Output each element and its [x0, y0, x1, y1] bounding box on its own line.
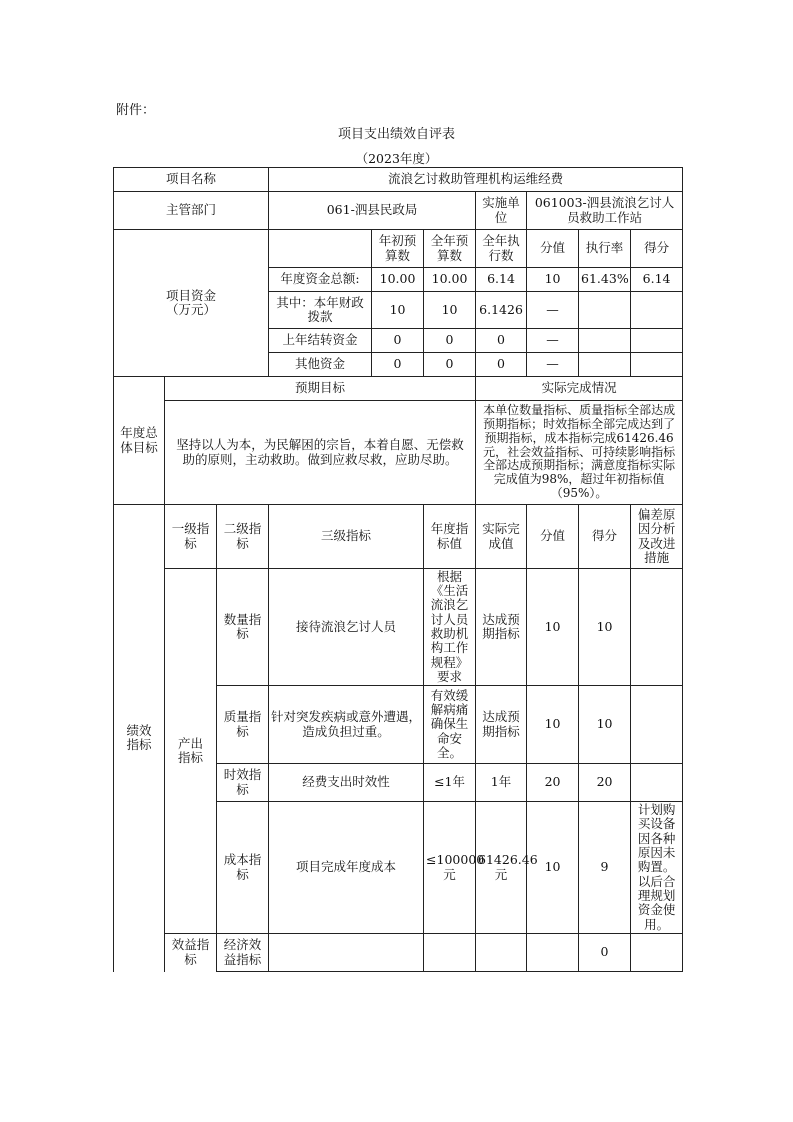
funds-label-text: 项目资金（万元） — [166, 287, 217, 317]
actual-cell: 1年 — [476, 764, 527, 802]
level1-header: 一级指标 — [165, 505, 217, 569]
funds-cell: 6.14 — [476, 268, 527, 292]
funds-cell — [631, 329, 683, 353]
indicator-row — [114, 569, 683, 686]
score-header: 得分 — [579, 505, 631, 569]
score-value-header: 分值 — [527, 505, 579, 569]
funds-cell — [579, 353, 631, 377]
funds-cell: 10.00 — [424, 268, 476, 292]
funds-header-cell: 全年执行数 — [476, 230, 527, 268]
target-cell: 有效缓解病痛确保生命安全。 — [424, 686, 476, 764]
funds-cell: 10 — [527, 268, 579, 292]
deviation-cell: 计划购买设备因各种原因未购置。以后合理规划资金使用。 — [631, 802, 683, 934]
indicator-row — [114, 934, 683, 972]
level3-cell: 针对突发疾病或意外遭遇，造成负担过重。 — [269, 686, 424, 764]
funds-header-cell: 执行率 — [579, 230, 631, 268]
funds-header-cell: 年初预算数 — [372, 230, 424, 268]
score-value-cell — [527, 934, 579, 972]
indicators-header-row — [114, 505, 683, 569]
target-cell: ≤100000元 — [424, 802, 476, 934]
attachment-label: 附件： — [116, 103, 156, 118]
output-indicator-text: 产出指标 — [177, 735, 203, 765]
funds-cell: 0 — [476, 329, 527, 353]
expected-goal-text: 坚持以人为本，为民解困的宗旨，本着自愿、无偿救助的原则，主动救助。做到应救尽救，应助尽助。 — [165, 401, 476, 505]
score-value-cell: 10 — [527, 802, 579, 934]
funds-row-label: 年度资金总额: — [269, 268, 372, 292]
funds-cell — [631, 292, 683, 329]
project-name-value: 流浪乞讨救助管理机构运维经费 — [269, 168, 683, 192]
expected-goal-header: 预期目标 — [165, 377, 476, 401]
level2-cell: 数量指标 — [217, 569, 269, 686]
funds-cell: 6.14 — [631, 268, 683, 292]
page-title: 项目支出绩效自评表 — [337, 127, 455, 142]
funds-cell: 0 — [476, 353, 527, 377]
level3-cell — [269, 934, 424, 972]
funds-cell: — — [527, 353, 579, 377]
actual-cell: 达成预期指标 — [476, 569, 527, 686]
goals-header-row — [114, 377, 683, 401]
score-cell: 20 — [579, 764, 631, 802]
level2-header: 二级指标 — [217, 505, 269, 569]
funds-row-label: 其他资金 — [269, 353, 372, 377]
target-header: 年度指标值 — [424, 505, 476, 569]
target-cell: 根据《生活流浪乞讨人员救助机构工作规程》要求 — [424, 569, 476, 686]
actual-cell: 61426.46元 — [476, 802, 527, 934]
funds-row-label: 上年结转资金 — [269, 329, 372, 353]
implementing-unit-value: 061003-泗县流浪乞讨人员救助工作站 — [527, 192, 683, 230]
funds-cell: 10 — [372, 292, 424, 329]
deviation-header: 偏差原因分析及改进措施 — [631, 505, 683, 569]
funds-cell: 0 — [372, 353, 424, 377]
level3-cell: 经费支出时效性 — [269, 764, 424, 802]
funds-cell: — — [527, 329, 579, 353]
funds-cell: 10 — [424, 292, 476, 329]
actual-result-text: 本单位数量指标、质量指标全部达成预期指标；时效指标全部完成达到了预期指标，成本指标完成61426.46元，社会效益指标、可持续影响指标全部达成预期指标；满意度指标实际完成值为98%，超过年初指标值（95%）。 — [476, 401, 683, 505]
funds-row-label: 其中：本年财政拨款 — [269, 292, 372, 329]
funds-cell: 0 — [372, 329, 424, 353]
deviation-cell — [631, 764, 683, 802]
score-cell: 9 — [579, 802, 631, 934]
funds-header-row — [114, 230, 683, 268]
implementing-unit-label: 实施单位 — [476, 192, 527, 230]
score-cell: 0 — [579, 934, 631, 972]
actual-cell — [476, 934, 527, 972]
score-value-cell: 20 — [527, 764, 579, 802]
goals-content-row — [114, 401, 683, 505]
level2-cell: 质量指标 — [217, 686, 269, 764]
funds-header-blank — [269, 230, 372, 268]
funds-cell: 6.1426 — [476, 292, 527, 329]
actual-result-header: 实际完成情况 — [476, 377, 683, 401]
evaluation-table — [113, 167, 683, 972]
indicators-label — [114, 505, 165, 972]
level2-cell: 经济效益指标 — [217, 934, 269, 972]
output-indicator-label — [165, 569, 217, 934]
report-year: （2023年度） — [355, 151, 438, 166]
goals-label — [114, 377, 165, 505]
level2-cell: 成本指标 — [217, 802, 269, 934]
score-cell: 10 — [579, 686, 631, 764]
funds-label — [114, 230, 269, 377]
funds-header-cell: 全年预算数 — [424, 230, 476, 268]
funds-cell: 0 — [424, 353, 476, 377]
target-cell: ≤1年 — [424, 764, 476, 802]
funds-cell: 61.43% — [579, 268, 631, 292]
funds-cell — [631, 353, 683, 377]
actual-cell: 达成预期指标 — [476, 686, 527, 764]
level3-cell: 接待流浪乞讨人员 — [269, 569, 424, 686]
level2-cell: 时效指标 — [217, 764, 269, 802]
level3-cell: 项目完成年度成本 — [269, 802, 424, 934]
score-cell: 10 — [579, 569, 631, 686]
deviation-cell — [631, 934, 683, 972]
department-row — [114, 192, 683, 230]
indicators-label-text: 绩效指标 — [126, 722, 152, 753]
department-label: 主管部门 — [114, 192, 269, 230]
score-value-cell: 10 — [527, 686, 579, 764]
benefit-indicator-label: 效益指标 — [165, 934, 217, 972]
deviation-cell — [631, 686, 683, 764]
actual-header: 实际完成值 — [476, 505, 527, 569]
funds-cell: — — [527, 292, 579, 329]
project-name-row — [114, 168, 683, 192]
funds-cell: 0 — [424, 329, 476, 353]
target-cell — [424, 934, 476, 972]
score-value-cell: 10 — [527, 569, 579, 686]
department-value: 061-泗县民政局 — [269, 192, 476, 230]
funds-cell: 10.00 — [372, 268, 424, 292]
funds-cell — [579, 329, 631, 353]
funds-cell — [579, 292, 631, 329]
level3-header: 三级指标 — [269, 505, 424, 569]
deviation-cell — [631, 569, 683, 686]
goals-label-text: 年度总体目标 — [120, 425, 158, 455]
funds-header-cell: 得分 — [631, 230, 683, 268]
project-name-label: 项目名称 — [114, 168, 269, 192]
funds-header-cell: 分值 — [527, 230, 579, 268]
